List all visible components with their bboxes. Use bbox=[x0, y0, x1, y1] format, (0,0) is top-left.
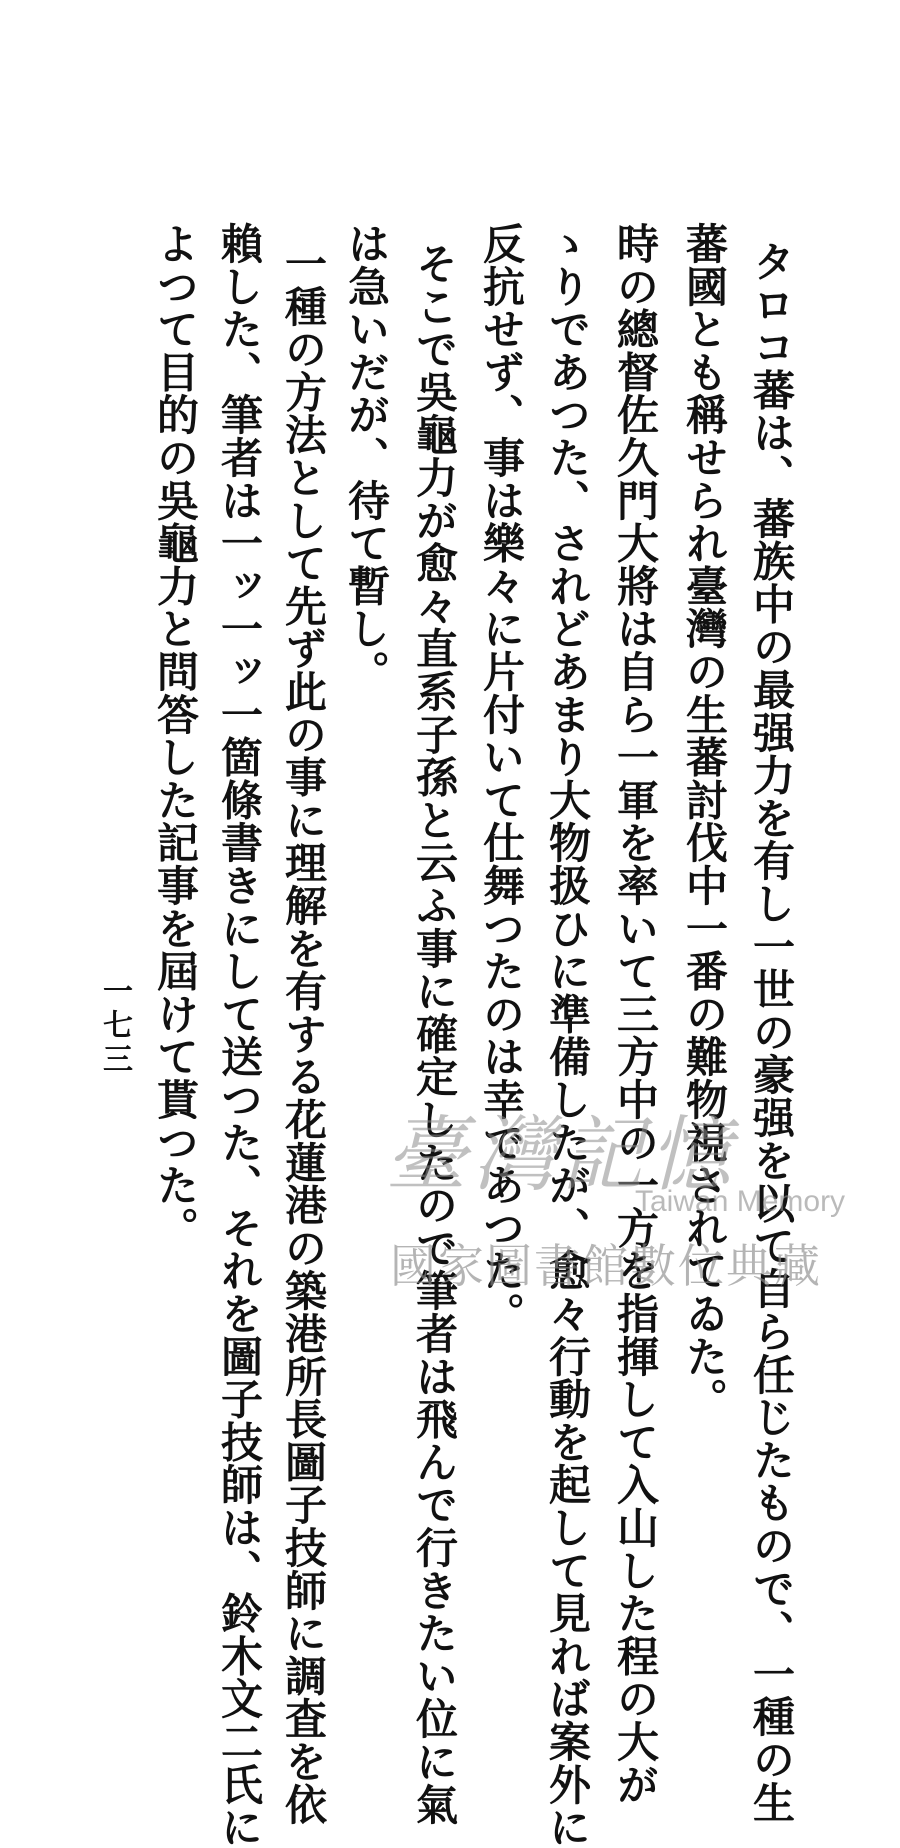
text-column-2: 蕃國とも稱せられ臺灣の生蕃討伐中一番の難物視されてゐた。 bbox=[680, 222, 729, 1421]
text-column-9: 賴した、筆者は一ッ一ッ一箇條書きにして送つた、それを圖子技師は、鈴木文二氏に bbox=[215, 222, 264, 1848]
page-number: 一七三 bbox=[97, 975, 132, 1077]
text-column-7: は急いだが、待て暫し。 bbox=[342, 222, 391, 693]
text-column-3: 時の總督佐久門大將は自ら一軍を率いて三方中の一方を指揮して入山した程の大が bbox=[611, 222, 660, 1806]
watermark-logo: 臺灣記憶 bbox=[385, 1108, 737, 1203]
text-column-8: 一種の方法として先ず此の事に理解を有する花蓮港の築港所長圖子技師に調査を依 bbox=[279, 242, 328, 1826]
text-column-5: 反抗せず、事は樂々に片付いて仕舞つたのは幸であつた。 bbox=[477, 222, 526, 1335]
text-column-1: タロコ蕃は、蕃族中の最强力を有し一世の豪强を以て自ら任じたもので、一種の生 bbox=[747, 240, 796, 1824]
text-column-4: ゝりであつた、されどあまり大物扱ひに準備したが、愈々行動を起して見れば案外に bbox=[543, 222, 592, 1848]
text-column-10: よつて目的の吳龜力と問答した記事を屆けて貰つた。 bbox=[151, 222, 200, 1250]
text-column-6: そこで吳龜力が愈々直系子孫と云ふ事に確定したので筆者は飛んで行きたい位に氣 bbox=[410, 242, 459, 1826]
watermark-english: Taiwan Memory bbox=[635, 1185, 846, 1218]
watermark-chinese: 國家圖書館數位典藏 bbox=[390, 1239, 822, 1293]
